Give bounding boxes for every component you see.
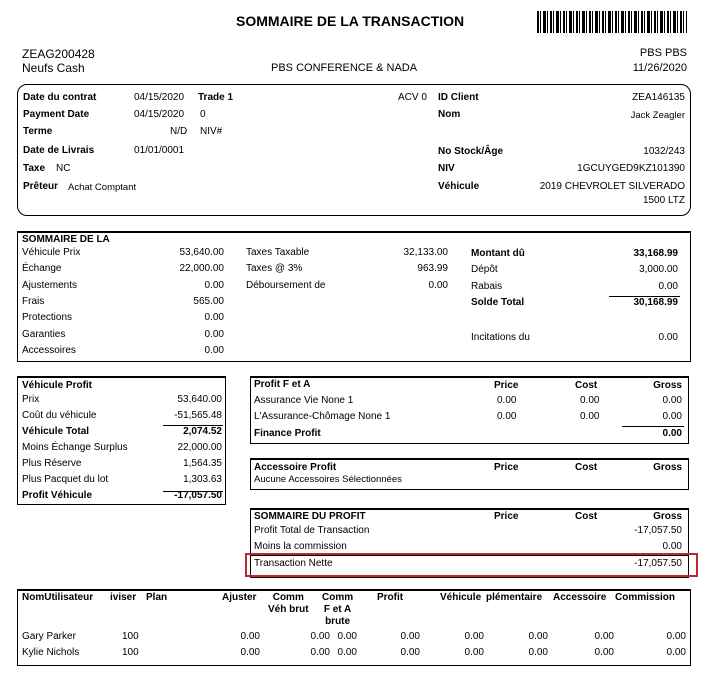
fi-gross: 0.00 <box>662 395 682 406</box>
value: 1032/243 <box>643 146 685 157</box>
col-header: Profit <box>377 592 404 603</box>
section-title: Accessoire Profit <box>254 462 337 473</box>
value: ZEA146135 <box>632 92 685 103</box>
summary-label: Échange <box>22 263 62 275</box>
value: -17,057.50 <box>634 558 682 569</box>
user-iviser: 100 <box>122 647 139 658</box>
summary-value: 30,168.99 <box>633 296 678 308</box>
user-name: Gary Parker <box>22 631 76 642</box>
user-value: 0.00 <box>400 647 420 658</box>
value: ACV 0 <box>398 92 427 103</box>
barcode <box>537 11 687 33</box>
user-iviser: 100 <box>122 631 139 642</box>
summary-label: Dépôt <box>471 264 498 276</box>
user-value: 0.00 <box>594 647 614 658</box>
summary-value: 0.00 <box>658 280 678 292</box>
value: NC <box>56 163 71 174</box>
summary-value: 0.00 <box>428 279 448 291</box>
col-header: Véhicule <box>440 592 482 603</box>
dealer-name: PBS CONFERENCE & NADA <box>271 62 418 74</box>
summary-value: 0.00 <box>204 328 224 340</box>
fi-cost: 0.00 <box>580 395 600 406</box>
vehicle-profit-label: Véhicule Total <box>22 426 90 437</box>
col-header: Price <box>494 380 519 391</box>
label: Nom <box>438 109 461 120</box>
vehicle-profit-value: -17,057.50 <box>174 490 222 501</box>
value: Achat Comptant <box>68 182 137 193</box>
label: Transaction Nette <box>254 558 333 569</box>
col-header: Gross <box>653 380 682 391</box>
summary-value: 33,168.99 <box>633 248 678 259</box>
section-title: Véhicule Profit <box>22 380 93 391</box>
value: 01/01/0001 <box>134 145 185 156</box>
value: N/D <box>170 126 188 137</box>
section-title: SOMMAIRE DE LA <box>22 234 110 245</box>
user-value: 0.00 <box>666 647 686 658</box>
section-title: Profit F et A <box>254 379 311 390</box>
label: Moins la commission <box>254 541 347 552</box>
label: Prêteur <box>23 181 59 192</box>
col-header: Price <box>494 511 519 522</box>
col-header: Gross <box>653 511 682 522</box>
summary-value: 0.00 <box>204 312 224 324</box>
user-value: 0.00 <box>240 631 260 642</box>
label: NIV <box>438 163 455 174</box>
user-value: 0.00 <box>240 647 260 658</box>
col-header: Plan <box>146 592 168 603</box>
summary-label: Taxes @ 3% <box>246 263 303 275</box>
summary-label: Frais <box>22 295 45 307</box>
accessory-none: Aucune Accessoires Sélectionnées <box>254 474 402 485</box>
col-header: iviser <box>110 592 137 603</box>
fi-product: Assurance Vie None 1 <box>254 395 354 406</box>
summary-value: 22,000.00 <box>179 263 224 275</box>
summary-value: 32,133.00 <box>403 247 448 258</box>
vehicle-profit-label: Prix <box>22 394 40 405</box>
label: Date du contrat <box>23 92 97 103</box>
vehicle-profit-value: 1,303.63 <box>183 474 222 485</box>
vehicle-profit-label: Plus Pacquet du lot <box>22 474 109 485</box>
vehicle-profit-label: Moins Échange Surplus <box>22 442 128 453</box>
value: 04/15/2020 <box>134 92 185 103</box>
value: 04/15/2020 <box>134 109 185 120</box>
vehicle-profit-label: Plus Réserve <box>22 458 82 469</box>
summary-box <box>17 231 691 362</box>
fi-product: L'Assurance-Chômage None 1 <box>254 411 391 422</box>
divider <box>622 426 684 427</box>
label: Terme <box>23 126 53 137</box>
summary-value: 565.00 <box>193 295 224 307</box>
dealer-type: Neufs Cash <box>22 61 85 75</box>
highlight-net-transaction <box>245 553 698 577</box>
label: Véhicule <box>438 181 480 192</box>
value: 2019 CHEVROLET SILVERADO <box>539 181 685 192</box>
summary-value: 3,000.00 <box>639 264 678 276</box>
user-value: 0.00 <box>666 631 686 642</box>
summary-label: Taxes Taxable <box>246 247 310 258</box>
summary-value: 0.00 <box>204 344 224 356</box>
value: Jack Zeagler <box>630 110 685 121</box>
divider <box>163 425 223 426</box>
value: 0.00 <box>662 428 682 439</box>
divider <box>609 296 680 297</box>
col-header: Commission <box>615 592 676 603</box>
user-value: 0.00 <box>528 631 548 642</box>
value: -17,057.50 <box>634 525 682 536</box>
value: 0 <box>200 109 206 120</box>
user-value: 0.00 <box>337 631 357 642</box>
vehicle-profit-value: -51,565.48 <box>174 410 222 421</box>
col-header: Ajuster <box>222 592 257 603</box>
label: Date de Livrais <box>23 145 95 156</box>
summary-value: 0.00 <box>204 279 224 291</box>
label: Taxe <box>23 163 46 174</box>
label: Incitations du <box>471 332 530 343</box>
user-value: 0.00 <box>464 647 484 658</box>
col-header: Cost <box>575 511 598 522</box>
summary-label: Solde Total <box>471 296 525 308</box>
page-title: SOMMAIRE DE LA TRANSACTION <box>236 13 465 29</box>
user-value: 0.00 <box>310 631 330 642</box>
value: 0.00 <box>662 541 682 552</box>
col-header: Cost <box>575 462 598 473</box>
col-header: Gross <box>653 462 682 473</box>
vehicle-profit-value: 53,640.00 <box>177 394 222 405</box>
vehicle-profit-value: 22,000.00 <box>177 442 222 453</box>
divider <box>163 491 223 492</box>
col-header: plémentaire <box>486 592 543 603</box>
contract-box <box>17 84 691 216</box>
label: ID Client <box>438 92 479 103</box>
value: 1GCUYGED9KZ101390 <box>577 163 685 174</box>
summary-label: Protections <box>22 312 73 324</box>
print-date: 11/26/2020 <box>632 62 687 74</box>
user-value: 0.00 <box>400 631 420 642</box>
label: NIV# <box>200 126 223 137</box>
label: Payment Date <box>23 109 90 120</box>
summary-label: Montant dû <box>471 248 525 259</box>
summary-label: Véhicule Prix <box>22 247 81 258</box>
fi-cost: 0.00 <box>580 411 600 422</box>
fi-price: 0.00 <box>497 411 517 422</box>
dealer-code: PBS PBS <box>639 47 687 59</box>
user-value: 0.00 <box>310 647 330 658</box>
label: Profit Total de Transaction <box>254 525 370 536</box>
user-value: 0.00 <box>528 647 548 658</box>
label: Finance Profit <box>254 428 321 439</box>
user-value: 0.00 <box>464 631 484 642</box>
vehicle-profit-label: Coût du véhicule <box>22 410 97 421</box>
value: 1500 LTZ <box>642 195 685 206</box>
deal-number: ZEAG200428 <box>22 47 95 61</box>
col-header: NomUtilisateur <box>22 592 94 603</box>
summary-label: Ajustements <box>22 279 78 291</box>
value: 0.00 <box>658 332 678 343</box>
col-header: Comm Véh brut <box>268 592 309 615</box>
fi-price: 0.00 <box>497 395 517 406</box>
section-title: SOMMAIRE DU PROFIT <box>254 511 366 522</box>
vehicle-profit-value: 1,564.35 <box>183 458 222 469</box>
col-header: Comm F et A brute <box>322 592 354 627</box>
col-header: Price <box>494 462 519 473</box>
vehicle-profit-value: 2,074.52 <box>183 426 222 437</box>
label: No Stock/Âge <box>438 146 504 157</box>
col-header: Accessoire <box>553 592 607 603</box>
label: Trade 1 <box>198 92 234 103</box>
summary-label: Rabais <box>471 280 503 292</box>
user-name: Kylie Nichols <box>22 647 80 658</box>
summary-value: 963.99 <box>417 263 448 275</box>
vehicle-profit-label: Profit Véhicule <box>22 490 93 501</box>
summary-label: Déboursement de <box>246 279 326 291</box>
user-value: 0.00 <box>337 647 357 658</box>
summary-label: Garanties <box>22 328 66 340</box>
summary-label: Accessoires <box>22 344 76 356</box>
summary-value: 53,640.00 <box>179 247 224 258</box>
user-value: 0.00 <box>594 631 614 642</box>
fi-gross: 0.00 <box>662 411 682 422</box>
col-header: Cost <box>575 380 598 391</box>
